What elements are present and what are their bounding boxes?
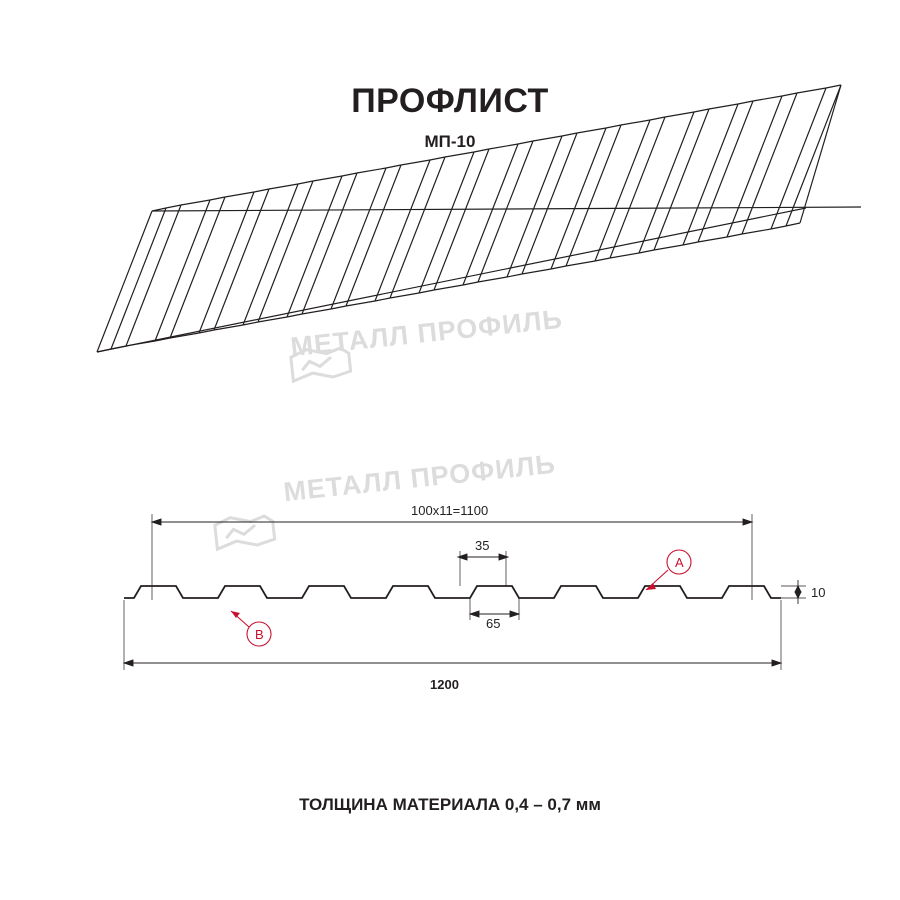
watermark-text-bottom: МЕТАЛЛ ПРОФИЛЬ <box>282 448 558 508</box>
dimension-rib-top: 35 <box>475 538 490 553</box>
cross-section-view <box>124 586 781 598</box>
dimension-total-width: 1200 <box>430 677 459 692</box>
watermark-text-top: МЕТАЛЛ ПРОФИЛЬ <box>289 303 565 363</box>
callout-a-label: A <box>675 555 684 570</box>
isometric-sheet-view <box>97 85 861 352</box>
dimension-lines <box>124 514 806 670</box>
dimension-height: 10 <box>811 585 826 600</box>
callout-b-label: B <box>255 627 264 642</box>
page-title: ПРОФЛИСТ <box>351 82 549 120</box>
material-thickness-note: ТОЛЩИНА МАТЕРИАЛА 0,4 – 0,7 мм <box>299 795 601 814</box>
dimension-working-width: 100x11=1100 <box>411 503 489 518</box>
product-model: МП-10 <box>424 132 476 151</box>
dimension-rib-bottom: 65 <box>486 616 501 631</box>
